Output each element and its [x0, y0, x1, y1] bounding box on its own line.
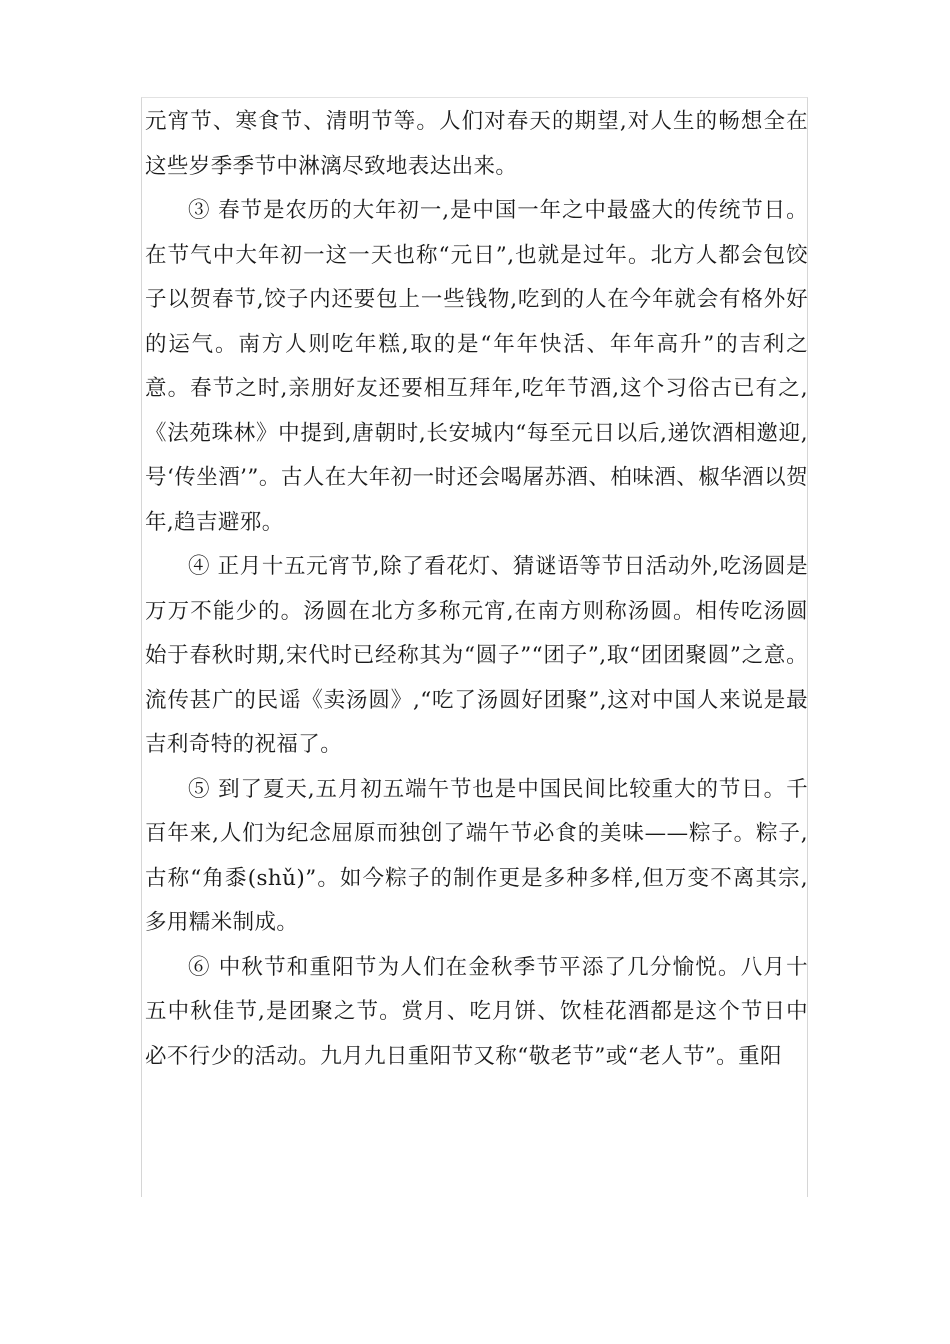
paragraph-intro-continued: 元宵节、寒食节、清明节等。人们对春天的期望,对人生的畅想全在这些岁季季节中淋漓尽致地表达出来。 — [145, 109, 808, 179]
paragraph-3-spring-festival: ③ 春节是农历的大年初一,是中国一年之中最盛大的传统节日。在节气中大年初一这一天也称“元日”,也就是过年。北方人都会包饺子以贺春节,饺子内还要包上一些钱物,吃到的人在今年就会有格外好的运气。南方人则吃年糕,取的是“年年快活、年年高升”的吉利之意。春节之时,亲朋好友还要相互拜年,吃年节酒,这个习俗古已有之,《法苑珠林》中提到,唐朝时,长安城内“每至元日以后,递饮酒相邀迎,号‘传坐酒’”。古人在大年初一时还会喝屠苏酒、柏味酒、椒华酒以贺年,趋吉避邪。 — [145, 198, 808, 535]
document-body — [145, 100, 808, 1079]
paragraph-4-lantern-festival: ④ 正月十五元宵节,除了看花灯、猜谜语等节日活动外,吃汤圆是万万不能少的。汤圆在北方多称元宵,在南方则称汤圆。相传吃汤圆始于春秋时期,宋代时已经称其为“圆子”“团子”,取“团团聚圆”之意。流传甚广的民谣《卖汤圆》,“吃了汤圆好团聚”,这对中国人来说是最吉利奇特的祝福了。 — [145, 554, 808, 757]
paragraph-5-dragon-boat-festival: ⑤ 到了夏天,五月初五端午节也是中国民间比较重大的节日。千百年来,人们为纪念屈原而独创了端午节必食的美味——粽子。粽子, 古称“角黍(shǔ)”。如今粽子的制作更是多种多样,但万变不离其宗,多用糯米制成。 — [145, 776, 808, 935]
paragraph-6-mid-autumn-double-ninth: ⑥ 中秋节和重阳节为人们在金秋季节平添了几分愉悦。八月十五中秋佳节,是团聚之节。赏月、吃月饼、饮桂花酒都是这个节日中必不行少的活动。九月九日重阳节又称“敬老节”或“老人节”。重阳 — [145, 954, 808, 1069]
